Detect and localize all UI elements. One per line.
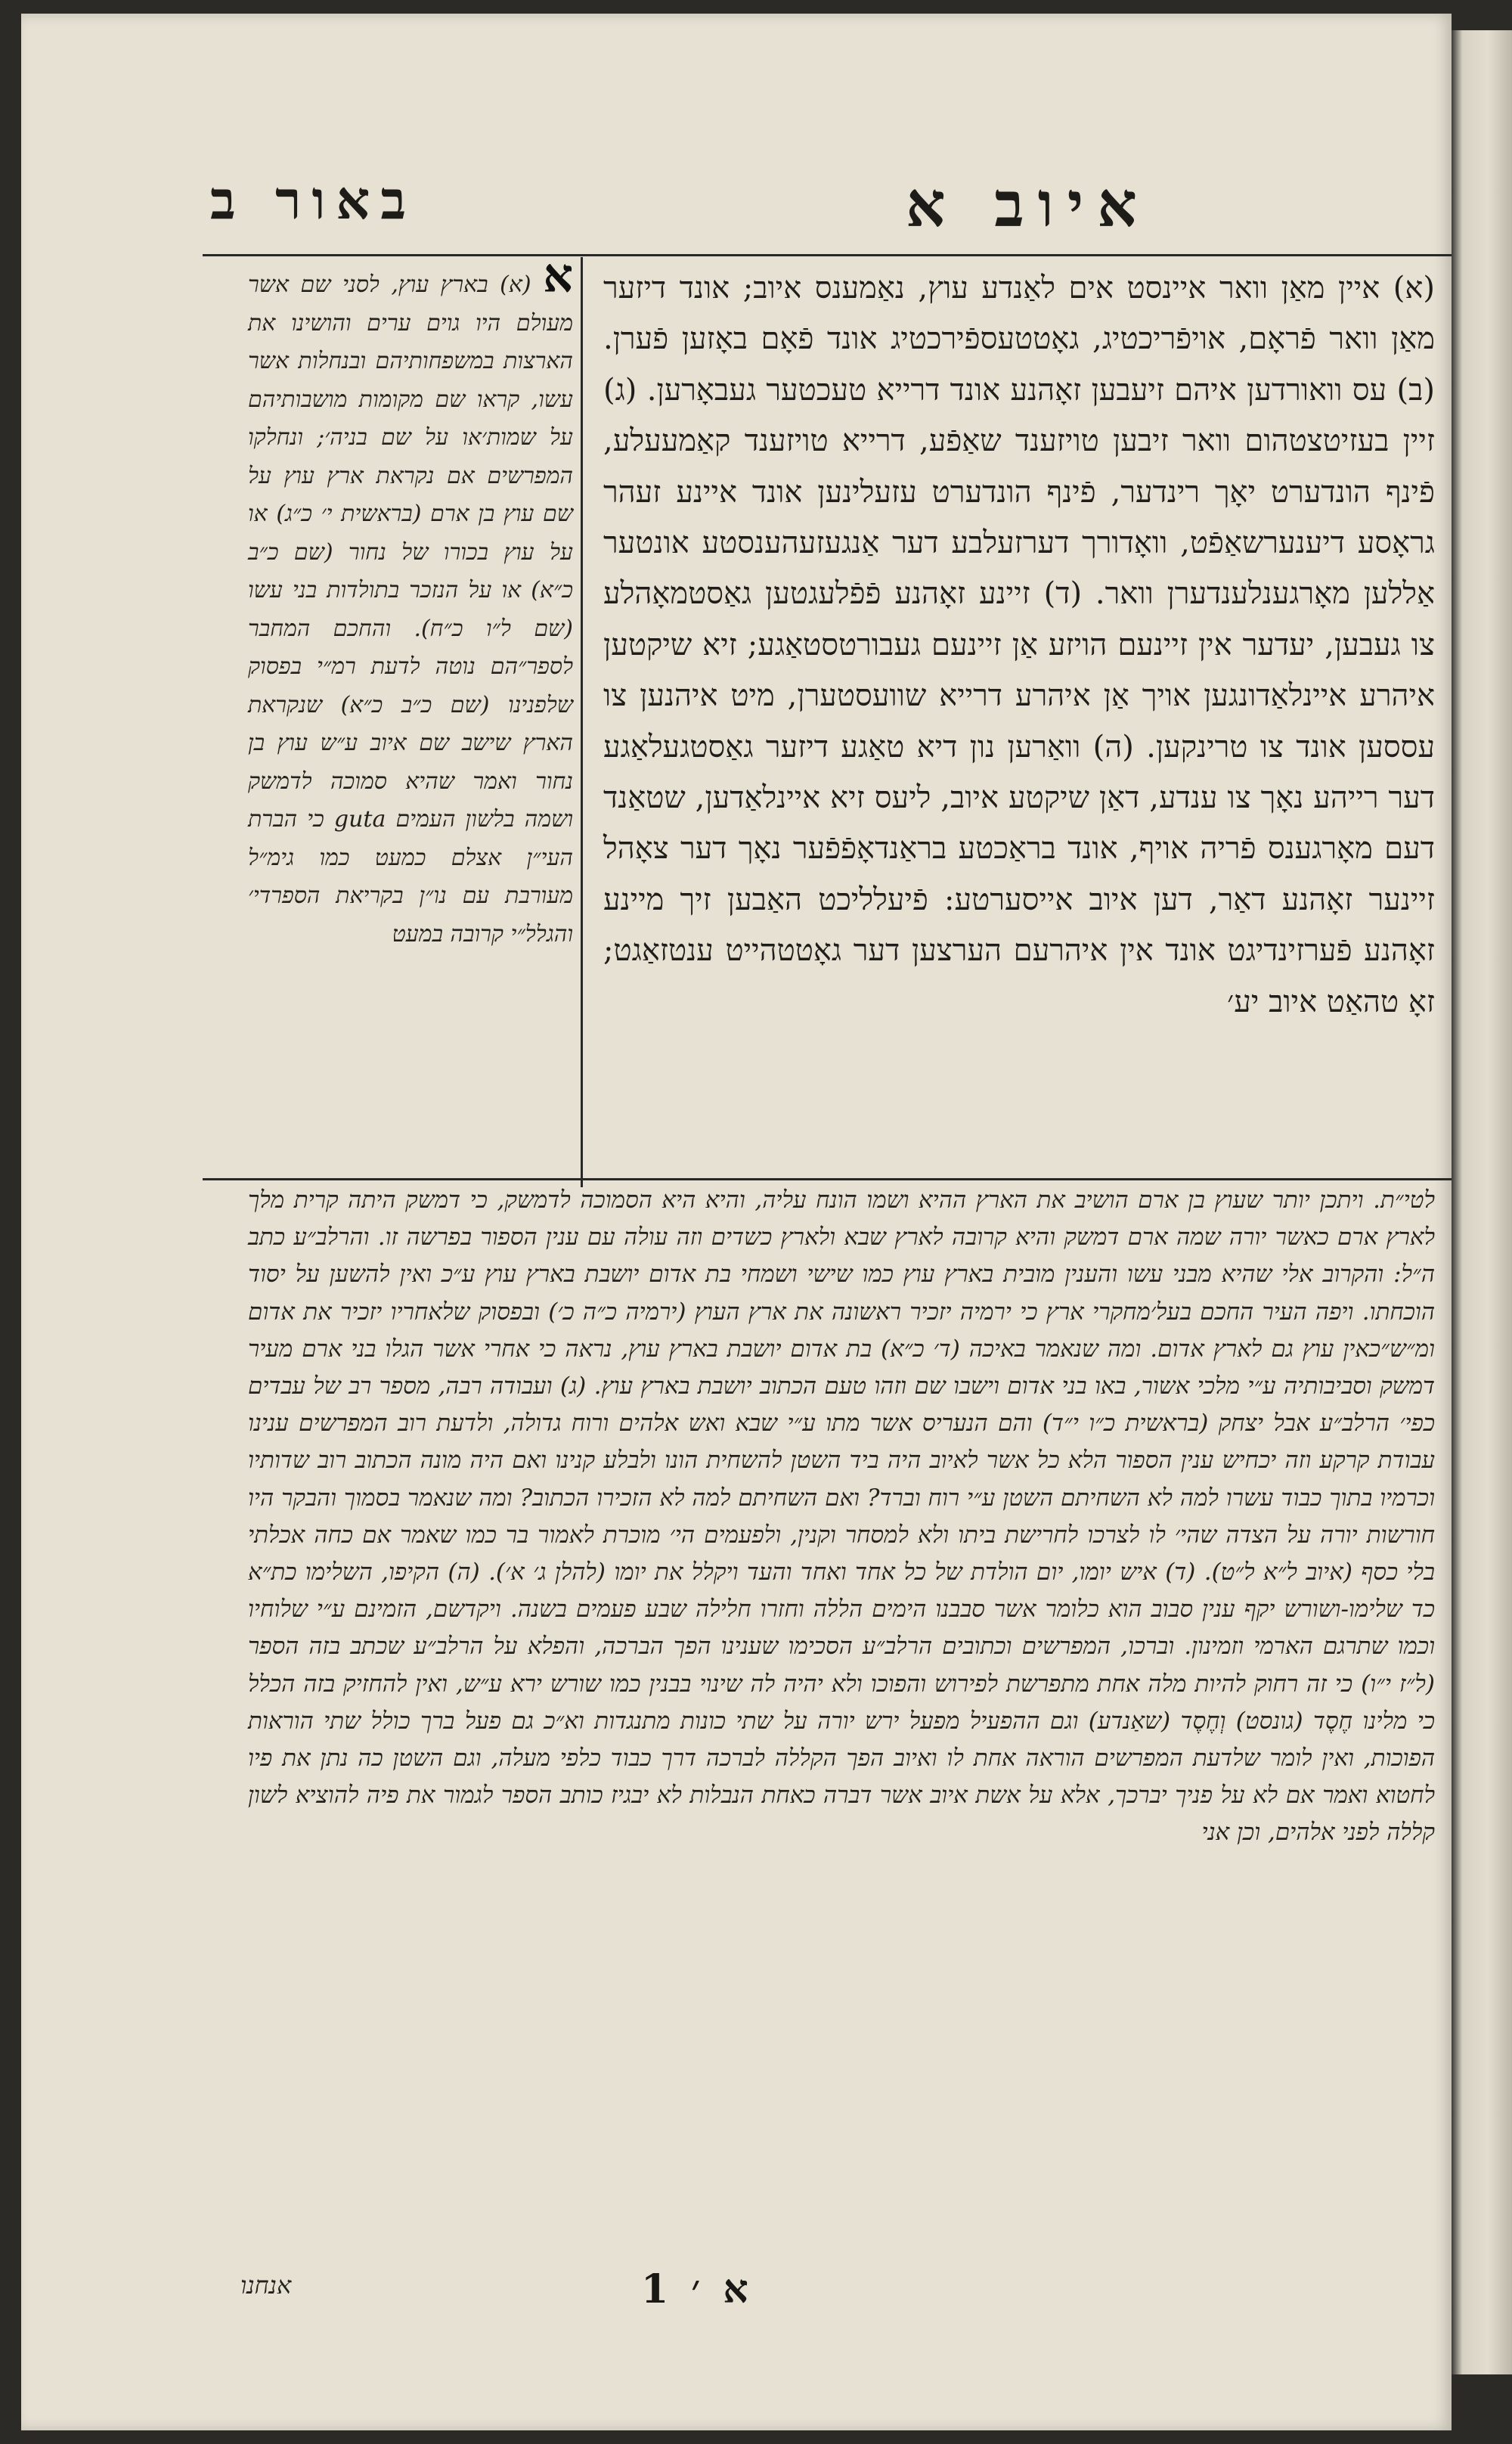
- page-header: [21, 169, 1452, 241]
- commentary-title: באור ב: [210, 169, 417, 231]
- commentary-side-text: (א) בארץ עוץ, לסני שם אשר מעולם היו גוים ערים והושינו את הארצות במשפחותיהם ובנחלות אשר עשו, קראו שם מקומות מושבותיהם על שמות׳או על שם בניה׳; ונחלקו המפרשים אם נקראת ארץ עוץ על שם עוץ בן ארם (בראשית י׳ כ״ג) או על עוץ בכורו של נחור (שם כ״ב כ״א) או על הנזכר בתולדות בני עשו (שם ל״ו כ״ח). והחכם המחבר לספר״הם נוטה לדעת רמ״י בפסוק שלפנינו (שם כ״ב כ״א) שנקראת הארץ שישב שם איוב ע״ש עוץ בן נחור ואמר שהיא סמוכה לדמשק ושמה בלשון העמים gutа כי הברת העי״ן אצלם כמעט כמו גימ״ל מעורבת עם נו״ן בקריאת הספרדי׳ והגלל״י קרובה במעט: [248, 271, 573, 948]
- signature-mark: א ׳ 1: [641, 2266, 753, 2312]
- column-divider: [581, 257, 583, 1187]
- section-rule: [203, 1178, 1458, 1180]
- main-translation-column: [603, 263, 1435, 1028]
- main-translation-text: (א) איין מאַן וואר איינסט אים לאַנדע עוץ, נאַמענס איוב; אונד דיזער מאַן וואר פֿראָם, אויפֿריכטיג, גאָטטעספֿירכטיג אונד פֿאָם באָזען פֿערן. (ב) עס וואורדען איהם זיעבען זאָהנע אונד דרייא טעכטער געבאָרען. (ג) זיין בעזיטצטהום וואר זיבען טויזענד שאַפֿע, דרייא טויזענד קאַמעעלע, פֿינף הונדערט יאָך רינדער, פֿינף הונדערט עזעלינען אונד איינע זעהר גראָסע דיענערשאַפֿט, וואָדורך דערזעלבע דער אַנגעזעהענסטע אונטער אַללען מאָרגענלענדערן וואר. (ד) זיינע זאָהנע פֿפֿלעגטען גאַסטמאָהלע צו געבען, יעדער אין זיינעם הויזע אַן זיינעם געבורטסטאַגע; זיא שיקטען איהרע איינלאַדונגען אויך אַן איהרע דרייא שוועסטערן, מיט איהנען צו עססען אונד צו טרינקען. (ה) וואַרען נון דיא טאַגע דיזער גאַסטגעלאַגע דער רייהע נאָך צו ענדע, דאַן שיקטע איוב, ליעס זיא איינלאַדען, שטאַנד דעם מאָרגענס פֿריה אויף, אונד בראַכטע בראַנדאָפֿפֿער נאָך דער צאָהל זיינער זאָהנע דאַר, דען איוב אייסערטע: פֿיעלליכט האַבען זיך מיינע זאָהנע פֿערזינדיגט אונד אין איהרעם הערצען דער גאָטטהייט ענטזאַגט; זאָ טהאַט איוב יע׳: [603, 271, 1435, 1019]
- initial-letter: א: [543, 248, 573, 303]
- header-rule: [203, 254, 1458, 256]
- commentary-column: [248, 248, 573, 954]
- commentary-bottom-block: [248, 1182, 1435, 1852]
- page-footer: [21, 2266, 1452, 2324]
- commentary-bottom-text: לטי״ת. ויתכן יותר שעוץ בן ארם הושיב את הארץ ההיא ושמו הונח עליה, והיא היא הסמוכה לדמשק, כי דמשק היתה קרית מלך לארץ ארם כאשר יורה שמה ארם דמשק והיא קרובה לארץ שבא ולארץ כשדים וזה עולה עם ענין הספור בפרשה זו. והרלב״ע כתב ה״ל: והקרוב אלי שהיא מבני עשו והענין מובית בארץ עוץ כמו שישי ושמחי בת אדום יושבת בארץ עוץ ע״כ ואין להשען על יסוד הוכחתו. ויפה העיר החכם בעל׳מחקרי ארץ כי ירמיה יזכיר ראשונה את ארץ העוץ (ירמיה כ״ה כ׳) ובפסוק שלאחריו יזכיר את אדום ומ״ש״כאין עוץ גם לארץ אדום. ומה שנאמר באיכה (ד׳ כ״א) בת אדום יושבת בארץ עוץ, נראה כי אחרי אשר הגלו בני ארם מעיר דמשק וסביבותיה ע״י מלכי אשור, באו בני אדום וישבו שם וזהו טעם הכתוב יושבת בארץ עוץ. (ג) ועבודה רבה, מספר רב של עבדים כפי׳ הרלב״ע אבל יצחק (בראשית כ״ו י״ד) והם הנעריס אשר מתו ע״י שבא ואש אלהים ורוח גדולה, ולדעת רוב המפרשים ענינו עבודת קרקע וזה יכחיש ענין הספור הלא כל אשר לאיוב היה ביד השטן להשחית הונו ולבלע קנינו ואם היה מונה הכתוב רוב שדותיו וכרמיו בתוך כבוד עשרו למה לא השחיתם השטן ע״י רוח וברד? ואם השחיתם למה לא הזכירו הכתוב? ומה שנאמר בסמוך והבקר היו חורשות יורה על הצדה שהי׳ לו לצרכו לחרישת ביתו ולא למסחר וקנין, ולפעמים הי׳ מוכרת לאמור בר כמו שאמר אם כחה אכלתי בלי כסף (איוב ל״א ל״ט). (ד) איש יומו, יום הולדת של כל אחד ואחד והעד ויקלל את יומו (להלן ג׳ א׳). (ה) הקיפו, השלימו כת״א כד שלימו-ושורש יקף ענין סבוב הוא כלומר אשר סבבנו הימים הללה וחזרו חלילה שבע פעמים בשנה. ויקדשם, הזמינם ע״י שלוחיו וכמו שתרגם הארמי וזמינון. וברכו, המפרשים וכתובים הרלב״ע הסכימו שענינו הפך הברכה, והפלא על הרלב״ע שכתב בזה הספר (ל״ז י״ו) כי זה רחוק להיות מלה אחת מתפרשת לפירוש והפוכו ולא יהיה לה שינוי בבנין כמו שורש ירא ע״ש, ואין להחזיק בזה הכלל כי מלינו חֶסֶד (גונסט) וְחֶסֶד (שאַנדע) וגם ההפעיל מפעל ירש יורה על שתי כונות מתנגדות וא״כ גם פעל ברך כולל שתי הוראות הפוכות, ואין לומר שלדעת המפרשים הוראה אחת לו ואיוב הפך הקללה לברכה דרך כבוד כלפי מעלה, וגם השטן כה נתן את פיו לחטוא ואמר אם לא על פניך יברכך, אלא על אשת איוב אשר דברה כאחת הנבלות לא יבגיז כותב הספר לגמור את פיה להוציא לשון קללה לפני אלהים, וכן אני: [248, 1186, 1435, 1847]
- book-title: איוב א: [906, 169, 1151, 241]
- facing-page-edge: [1452, 30, 1512, 2374]
- catchword: אנחנו: [240, 2271, 292, 2300]
- book-page: [21, 14, 1452, 2430]
